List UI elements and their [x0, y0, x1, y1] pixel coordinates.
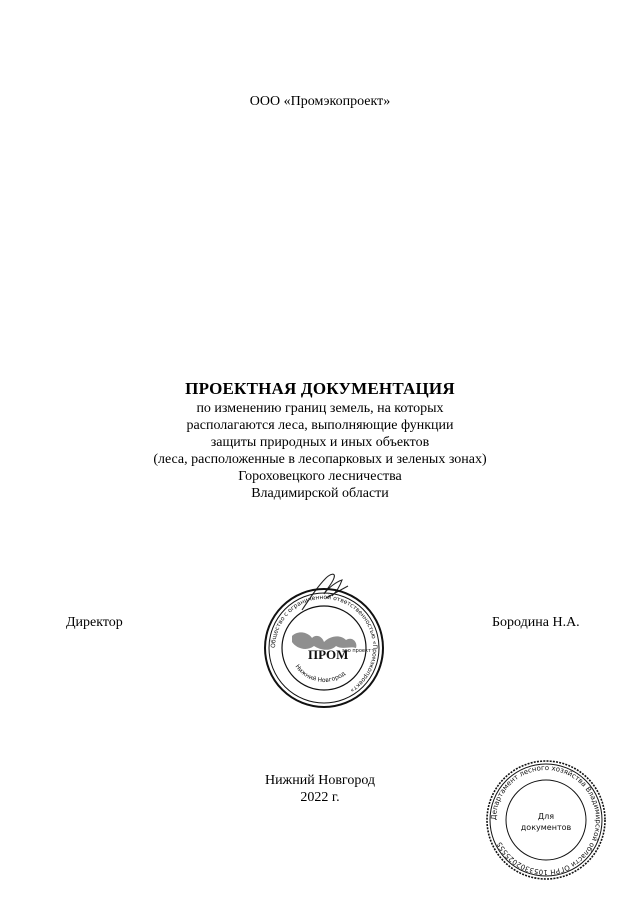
department-seal-ring-text: Департамент лесного хозяйства Владимирской области ОГРН 1053302025555	[489, 763, 603, 877]
company-seal-logo: ПРОМ	[308, 647, 349, 662]
description-line: Гороховецкого лесничества	[238, 469, 402, 484]
description-line: располагаются леса, выполняющие функции	[186, 418, 454, 433]
signatory-position: Директор	[66, 615, 123, 630]
company-seal-city: Нижний Новгород	[293, 663, 347, 685]
footer-year: 2022 г.	[300, 790, 340, 805]
description-line: по изменению границ земель, на которых	[196, 401, 444, 416]
company-seal-ring-text: Общество с ограниченной ответственностью «Промэкопроект»	[269, 593, 379, 694]
company-seal	[262, 586, 386, 710]
document-title: ПРОЕКТНАЯ ДОКУМЕНТАЦИЯ	[185, 379, 455, 398]
organization-name: ООО «Промэкопроект»	[249, 94, 391, 109]
description-line: Владимирской области	[251, 486, 389, 501]
department-seal-center-line: документов	[520, 823, 572, 832]
title-block	[0, 378, 640, 502]
description-line: (леса, расположенные в лесопарковых и зеленых зонах)	[153, 452, 487, 467]
department-seal-center-line: Для	[537, 812, 555, 821]
company-seal-logo-subtext: эко проект	[342, 648, 371, 654]
department-seal	[484, 758, 608, 882]
description-line: защиты природных и иных объектов	[210, 435, 430, 450]
footer-city: Нижний Новгород	[264, 773, 376, 788]
signatory-name: Бородина Н.А.	[492, 615, 580, 630]
